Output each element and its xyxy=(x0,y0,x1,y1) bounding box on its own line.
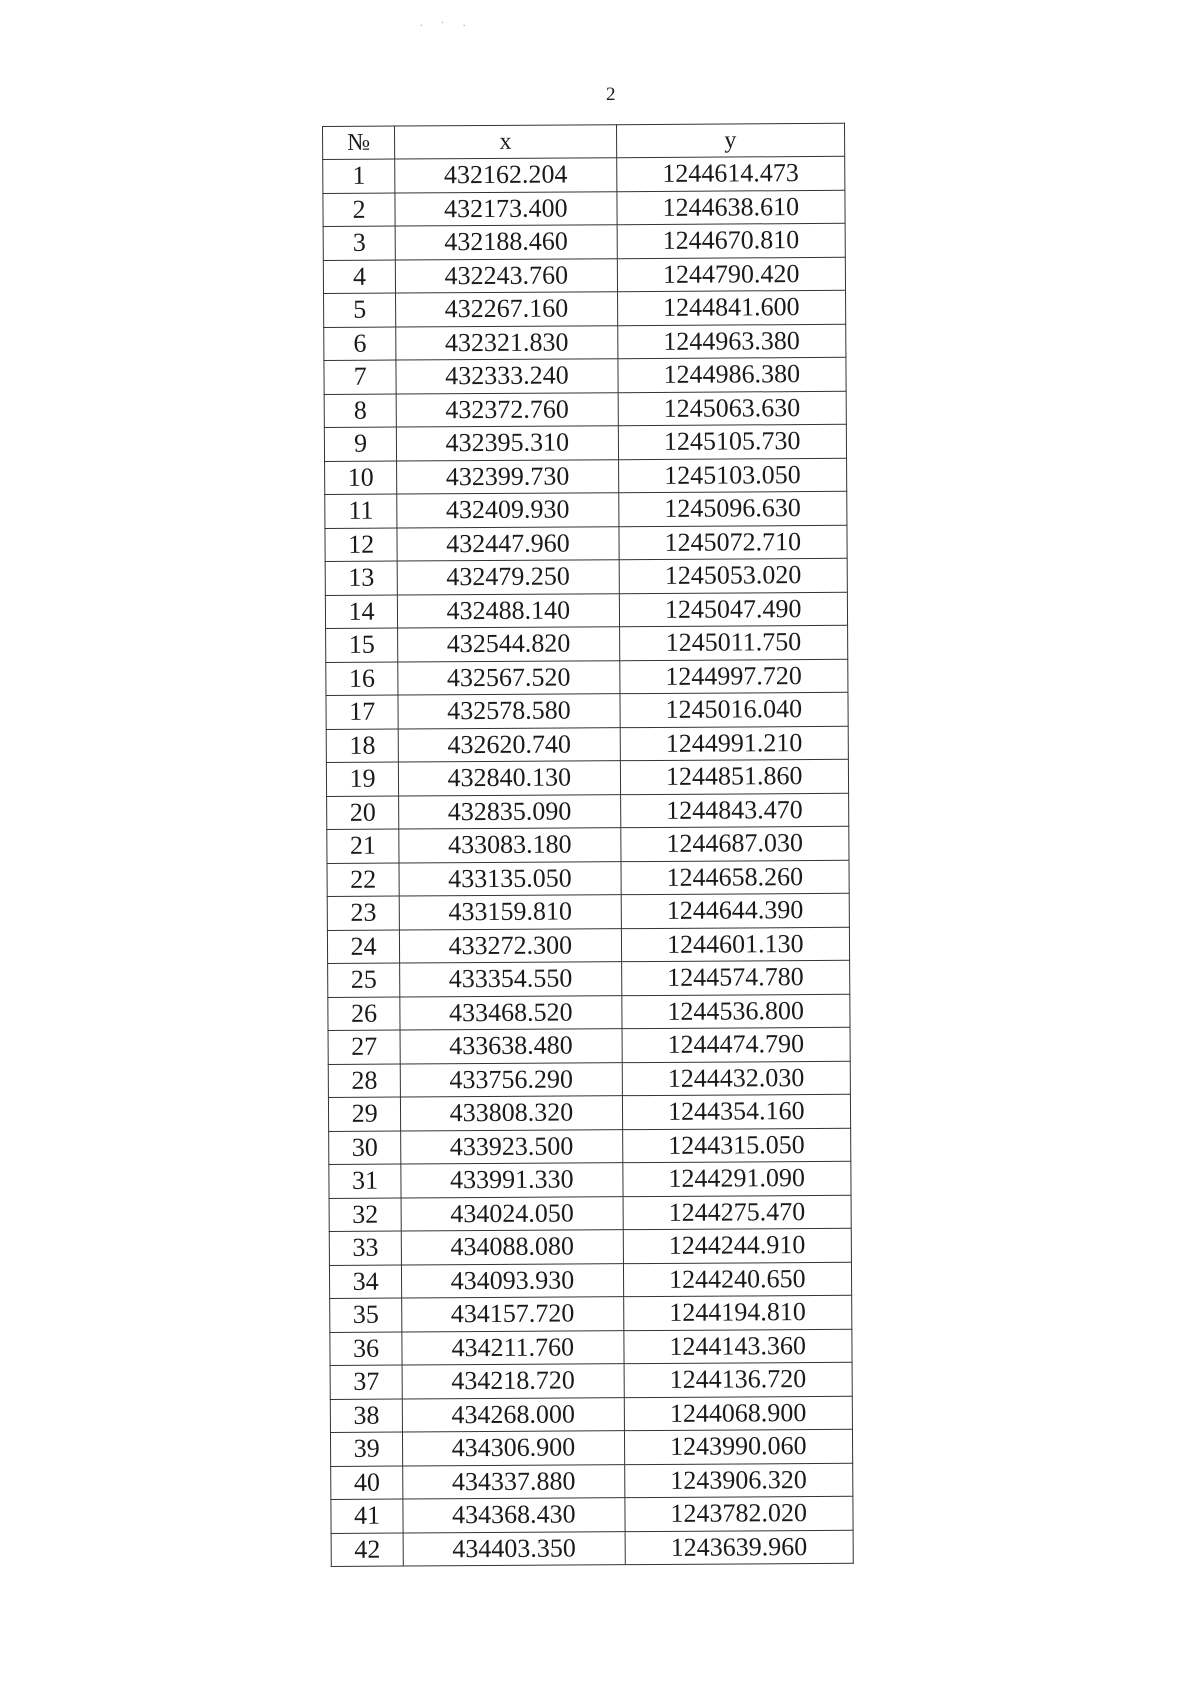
table-row xyxy=(330,1329,852,1366)
cell-number: 9 xyxy=(324,427,396,461)
cell-x: 432321.830 xyxy=(396,325,618,360)
table-row xyxy=(324,391,846,428)
cell-y: 1244790.420 xyxy=(617,257,846,292)
cell-y: 1245011.750 xyxy=(619,625,848,660)
cell-x: 432578.580 xyxy=(398,694,620,729)
cell-number: 23 xyxy=(327,896,399,930)
cell-number: 31 xyxy=(329,1164,401,1198)
cell-number: 2 xyxy=(323,193,395,227)
cell-y: 1245063.630 xyxy=(618,391,847,426)
table-row xyxy=(330,1295,852,1332)
table-row xyxy=(326,659,848,696)
cell-x: 433159.810 xyxy=(399,895,621,930)
cell-x: 434368.430 xyxy=(403,1498,625,1533)
table-row xyxy=(324,290,846,327)
table-row xyxy=(325,491,847,528)
cell-y: 1244687.030 xyxy=(620,826,849,861)
table-row xyxy=(328,1094,850,1131)
cell-x: 434218.720 xyxy=(402,1364,624,1399)
cell-x: 433083.180 xyxy=(399,828,621,863)
cell-y: 1245103.050 xyxy=(618,458,847,493)
cell-number: 21 xyxy=(327,829,399,863)
cell-x: 434337.880 xyxy=(403,1464,625,1499)
cell-y: 1244240.650 xyxy=(623,1262,852,1297)
table-row xyxy=(331,1530,853,1567)
table-row xyxy=(331,1463,853,1500)
cell-y: 1244143.360 xyxy=(623,1329,852,1364)
cell-number: 28 xyxy=(328,1064,400,1098)
cell-x: 432447.960 xyxy=(397,526,619,561)
cell-number: 35 xyxy=(330,1298,402,1332)
cell-y: 1243782.020 xyxy=(624,1496,853,1531)
cell-y: 1245096.630 xyxy=(618,491,847,526)
cell-x: 432479.250 xyxy=(397,560,619,595)
table-row xyxy=(323,257,845,294)
cell-y: 1244536.800 xyxy=(621,994,850,1029)
cell-y: 1244986.380 xyxy=(617,357,846,392)
table-row xyxy=(325,592,847,629)
cell-number: 11 xyxy=(325,494,397,528)
cell-y: 1243639.960 xyxy=(625,1530,854,1565)
cell-x: 433354.550 xyxy=(400,962,622,997)
table-row xyxy=(327,893,849,930)
table-row xyxy=(327,927,849,964)
page-number: 2 xyxy=(606,84,616,105)
cell-y: 1244315.050 xyxy=(622,1128,851,1163)
cell-number: 22 xyxy=(327,863,399,897)
cell-y: 1244991.210 xyxy=(620,726,849,761)
cell-number: 4 xyxy=(323,260,395,294)
cell-number: 32 xyxy=(329,1198,401,1232)
table-row xyxy=(326,726,848,763)
cell-y: 1244574.780 xyxy=(621,960,850,995)
table-row xyxy=(325,525,847,562)
table-row xyxy=(330,1429,852,1466)
coordinates-table xyxy=(322,123,854,1567)
cell-x: 433638.480 xyxy=(400,1029,622,1064)
cell-x: 433135.050 xyxy=(399,861,621,896)
scan-marks: . · . xyxy=(420,18,474,29)
cell-x: 434024.050 xyxy=(401,1196,623,1231)
cell-y: 1244136.720 xyxy=(624,1362,853,1397)
cell-x: 433272.300 xyxy=(400,928,622,963)
cell-x: 434093.930 xyxy=(402,1263,624,1298)
table-row xyxy=(326,692,848,729)
table-row xyxy=(323,223,845,260)
cell-x: 434088.080 xyxy=(401,1230,623,1265)
cell-number: 3 xyxy=(323,226,395,260)
cell-x: 432162.204 xyxy=(395,158,617,193)
cell-number: 8 xyxy=(324,394,396,428)
cell-number: 40 xyxy=(331,1466,403,1500)
cell-y: 1244843.470 xyxy=(620,793,849,828)
cell-number: 36 xyxy=(330,1332,402,1366)
cell-x: 433468.520 xyxy=(400,995,622,1030)
cell-y: 1244851.860 xyxy=(620,759,849,794)
table-row xyxy=(325,458,847,495)
table-row xyxy=(326,625,848,662)
cell-y: 1245016.040 xyxy=(620,692,849,727)
header-number: № xyxy=(323,126,395,159)
cell-x: 434268.000 xyxy=(402,1397,624,1432)
cell-x: 432188.460 xyxy=(395,225,617,260)
table-row xyxy=(330,1362,852,1399)
cell-y: 1245105.730 xyxy=(618,424,847,459)
cell-number: 27 xyxy=(328,1030,400,1064)
table-row xyxy=(330,1396,852,1433)
cell-y: 1244614.473 xyxy=(616,156,845,191)
cell-x: 432835.090 xyxy=(399,794,621,829)
table-row xyxy=(329,1228,851,1265)
cell-y: 1244841.600 xyxy=(617,290,846,325)
table-row xyxy=(323,156,845,193)
cell-y: 1245053.020 xyxy=(619,558,848,593)
cell-x: 432409.930 xyxy=(397,493,619,528)
table-row xyxy=(323,190,845,227)
table-row xyxy=(327,793,849,830)
table-row xyxy=(329,1262,851,1299)
header-y: y xyxy=(616,123,845,157)
cell-number: 20 xyxy=(327,796,399,830)
table-row xyxy=(331,1496,853,1533)
cell-y: 1244244.910 xyxy=(623,1228,852,1263)
cell-number: 41 xyxy=(331,1499,403,1533)
cell-x: 432620.740 xyxy=(398,727,620,762)
table-header-row xyxy=(323,123,845,159)
cell-number: 30 xyxy=(329,1131,401,1165)
cell-number: 18 xyxy=(326,729,398,763)
cell-number: 12 xyxy=(325,528,397,562)
cell-y: 1244670.810 xyxy=(617,223,846,258)
table-row xyxy=(327,826,849,863)
cell-number: 42 xyxy=(331,1533,403,1567)
cell-y: 1244997.720 xyxy=(619,659,848,694)
cell-y: 1244291.090 xyxy=(622,1161,851,1196)
cell-number: 24 xyxy=(327,930,399,964)
cell-x: 432173.400 xyxy=(395,191,617,226)
table-row xyxy=(329,1195,851,1232)
table-body xyxy=(323,156,854,1566)
table-row xyxy=(328,1061,850,1098)
cell-x: 432567.520 xyxy=(398,660,620,695)
cell-y: 1244432.030 xyxy=(622,1061,851,1096)
cell-x: 434157.720 xyxy=(402,1297,624,1332)
cell-x: 432840.130 xyxy=(399,761,621,796)
cell-y: 1244644.390 xyxy=(621,893,850,928)
cell-y: 1244275.470 xyxy=(623,1195,852,1230)
cell-y: 1244474.790 xyxy=(622,1027,851,1062)
cell-number: 25 xyxy=(328,963,400,997)
cell-number: 37 xyxy=(330,1365,402,1399)
cell-x: 432544.820 xyxy=(398,627,620,662)
cell-number: 16 xyxy=(326,662,398,696)
cell-number: 6 xyxy=(324,327,396,361)
cell-y: 1244354.160 xyxy=(622,1094,851,1129)
header-x: x xyxy=(395,125,617,159)
cell-number: 29 xyxy=(328,1097,400,1131)
cell-x: 433923.500 xyxy=(401,1129,623,1164)
cell-x: 433808.320 xyxy=(401,1096,623,1131)
cell-x: 433991.330 xyxy=(401,1163,623,1198)
cell-number: 5 xyxy=(324,293,396,327)
table-row xyxy=(324,324,846,361)
cell-number: 19 xyxy=(326,762,398,796)
cell-number: 39 xyxy=(330,1432,402,1466)
cell-x: 432395.310 xyxy=(397,426,619,461)
cell-x: 432372.760 xyxy=(396,392,618,427)
cell-x: 433756.290 xyxy=(400,1062,622,1097)
cell-number: 34 xyxy=(329,1265,401,1299)
cell-y: 1244194.810 xyxy=(623,1295,852,1330)
cell-y: 1244963.380 xyxy=(617,324,846,359)
table-row xyxy=(329,1128,851,1165)
cell-y: 1244638.610 xyxy=(616,190,845,225)
table-row xyxy=(328,960,850,997)
table-row xyxy=(328,1027,850,1064)
table-row xyxy=(327,860,849,897)
cell-y: 1243906.320 xyxy=(624,1463,853,1498)
table-row xyxy=(329,1161,851,1198)
cell-y: 1245072.710 xyxy=(618,525,847,560)
table-row xyxy=(324,357,846,394)
table-row xyxy=(324,424,846,461)
cell-y: 1244601.130 xyxy=(621,927,850,962)
cell-number: 38 xyxy=(330,1399,402,1433)
cell-x: 434211.760 xyxy=(402,1330,624,1365)
cell-number: 26 xyxy=(328,997,400,1031)
table-row xyxy=(326,759,848,796)
table-row xyxy=(325,558,847,595)
cell-y: 1243990.060 xyxy=(624,1429,853,1464)
cell-x: 432399.730 xyxy=(397,459,619,494)
cell-number: 17 xyxy=(326,695,398,729)
cell-y: 1244068.900 xyxy=(624,1396,853,1431)
cell-y: 1245047.490 xyxy=(619,592,848,627)
cell-x: 432488.140 xyxy=(398,593,620,628)
cell-number: 1 xyxy=(323,159,395,193)
cell-number: 10 xyxy=(325,461,397,495)
cell-x: 434403.350 xyxy=(403,1531,625,1566)
table-row xyxy=(328,994,850,1031)
cell-x: 432267.160 xyxy=(396,292,618,327)
cell-number: 15 xyxy=(326,628,398,662)
cell-number: 13 xyxy=(325,561,397,595)
cell-number: 14 xyxy=(325,595,397,629)
cell-number: 33 xyxy=(329,1231,401,1265)
cell-y: 1244658.260 xyxy=(621,860,850,895)
cell-number: 7 xyxy=(324,360,396,394)
cell-x: 434306.900 xyxy=(403,1431,625,1466)
cell-x: 432333.240 xyxy=(396,359,618,394)
cell-x: 432243.760 xyxy=(396,258,618,293)
